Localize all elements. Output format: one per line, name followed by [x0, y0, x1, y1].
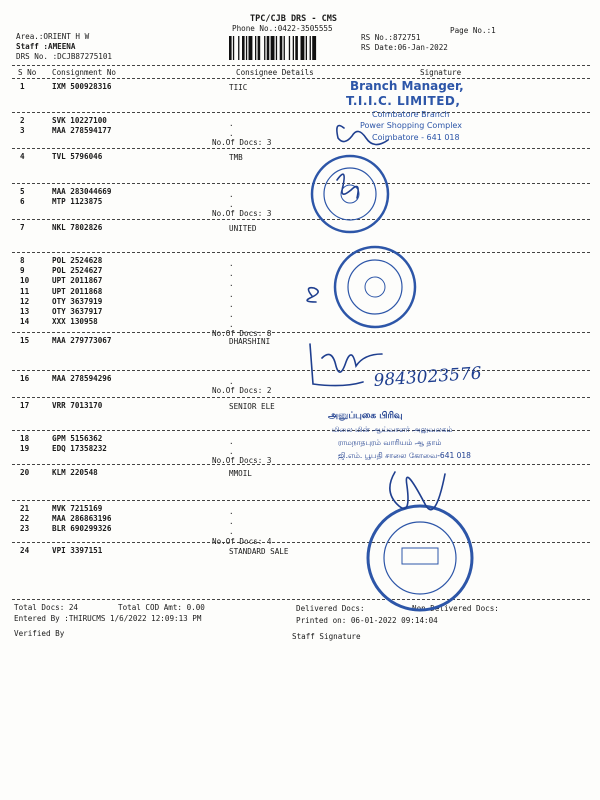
drs-number: DRS No. :DCJB87275101: [16, 52, 113, 61]
row-consignment-no: MAA 283044669: [52, 187, 112, 196]
row-consignment-no: XXX 130958: [52, 317, 98, 327]
printed-on: Printed on: 06-01-2022 09:14:04: [296, 616, 438, 625]
consignee-name: TMB: [229, 153, 243, 162]
consignee-placeholder-dot: .: [229, 437, 234, 446]
phone-number: Phone No.:0422-3505555: [232, 24, 333, 33]
row-sno: 15: [20, 336, 30, 345]
row-consignment-no: IXM 500928316: [52, 82, 112, 91]
consignee-name: SENIOR ELE: [229, 402, 275, 411]
staff-signature-label: Staff Signature: [292, 632, 361, 641]
document-title: TPC/CJB DRS - CMS: [250, 14, 337, 24]
row-sno: 4: [20, 152, 25, 161]
consignee-placeholder-dot: .: [229, 517, 234, 527]
consignee-placeholder-dot: .: [229, 259, 234, 268]
verified-by: Verified By: [14, 629, 65, 638]
signature-icon: [307, 126, 445, 510]
staff-field: Staff :AMEENA: [16, 42, 76, 51]
total-cod-amount: Total COD Amt: 0.00: [118, 603, 205, 612]
row-sno: 16: [20, 374, 30, 383]
col-header-sno: S No: [18, 68, 37, 77]
docs-count: No.Of Docs: 3: [212, 209, 272, 219]
page-number: Page No.:1: [450, 26, 496, 35]
row-consignment-no: UPT 2011867: [52, 276, 103, 286]
rs-number: RS No.:872751: [361, 33, 421, 42]
docs-count: No.Of Docs: 2: [212, 386, 272, 396]
consignee-placeholder-dot: .: [229, 507, 234, 516]
non-delivered-docs: Non Delivered Docs:: [412, 604, 499, 613]
docs-count: No.Of Docs: 3: [212, 138, 272, 148]
delivered-docs: Delivered Docs:: [296, 604, 365, 613]
row-consignment-no: KLM 220548: [52, 468, 98, 477]
row-consignment-no: VRR 7013170: [52, 401, 103, 410]
row-consignment-no: MAA 278594296: [52, 374, 112, 383]
tamil-office-stamp: அனுப்புகை பிரிவு மிலை மின் ஆய்வாளர் அலுவலகம் ராமநாதபுரம் வாரியம் ஆ தாம் ஜி.எம். பூபதி சாலை கோவை-641 018: [328, 411, 471, 460]
row-consignment-no: VPI 3397151: [52, 546, 103, 555]
row-sno: 3: [20, 126, 25, 136]
row-sno: 13: [20, 307, 30, 316]
row-sno: 11: [20, 286, 30, 296]
row-sno: 10: [20, 276, 30, 286]
consignee-placeholder-dot: .: [229, 299, 234, 309]
row-consignment-no: MAA 278594177: [52, 126, 112, 136]
row-consignment-no: GPM 5156362: [52, 434, 103, 443]
row-consignment-no: TVL 5796046: [52, 152, 103, 161]
row-sno: 1: [20, 82, 25, 91]
consignee-placeholder-dot: .: [229, 310, 234, 319]
docs-count: No.Of Docs: 3: [212, 456, 272, 466]
row-consignment-no: MAA 286863196: [52, 514, 112, 524]
consignee-name: DHARSHINI: [229, 337, 271, 346]
consignee-placeholder-dot: .: [229, 190, 234, 199]
row-consignment-no: POL 2524628: [52, 256, 103, 265]
row-consignment-no: EDQ 17358232: [52, 444, 107, 454]
row-sno: 17: [20, 401, 30, 410]
row-sno: 14: [20, 317, 30, 327]
row-sno: 2: [20, 116, 25, 125]
consignee-placeholder-dot: .: [229, 527, 234, 537]
area-field: Area.:ORIENT H W: [16, 32, 90, 41]
row-sno: 19: [20, 444, 30, 454]
consignee-placeholder-dot: .: [229, 279, 234, 289]
total-docs: Total Docs: 24: [14, 603, 79, 612]
entered-by: Entered By :THIRUCMS 1/6/2022 12:09:13 PM: [14, 614, 202, 623]
consignee-placeholder-dot: .: [229, 447, 234, 457]
row-sno: 7: [20, 223, 25, 232]
office-seal-icon: [335, 247, 415, 327]
row-consignment-no: OTY 3637919: [52, 296, 103, 306]
consignee-placeholder-dot: .: [229, 200, 234, 210]
branch-manager-stamp: Branch Manager, T.I.I.C. LIMITED, Coimbatore Branch Power Shopping Complex Coimbatore - 641 018: [346, 79, 464, 142]
row-consignment-no: MTP 1123875: [52, 197, 103, 207]
row-sno: 9: [20, 266, 25, 276]
row-consignment-no: MAA 279773067: [52, 336, 112, 345]
row-sno: 22: [20, 514, 30, 524]
row-sno: 24: [20, 546, 30, 555]
row-consignment-no: POL 2524627: [52, 266, 103, 276]
consignee-name: TIIC: [229, 83, 248, 92]
corporation-seal-icon: [368, 506, 472, 610]
consignee-placeholder-dot: .: [229, 269, 234, 279]
consignee-placeholder-dot: .: [229, 320, 234, 330]
bank-seal-icon: [312, 156, 388, 232]
consignee-placeholder-dot: .: [229, 119, 234, 128]
row-sno: 6: [20, 197, 25, 207]
docs-count: No.Of Docs: 8: [212, 329, 272, 339]
consignee-name: UNITED: [229, 224, 257, 233]
col-header-signature: Signature: [420, 68, 462, 77]
rs-date: RS Date:06-Jan-2022: [361, 43, 448, 52]
row-sno: 12: [20, 296, 30, 306]
consignee-placeholder-dot: .: [229, 129, 234, 139]
docs-count: No.Of Docs: 4: [212, 536, 272, 546]
consignee-placeholder-dot: .: [229, 377, 234, 386]
row-sno: 20: [20, 468, 30, 477]
row-consignment-no: OTY 3637917: [52, 307, 103, 316]
row-sno: 18: [20, 434, 30, 443]
row-sno: 5: [20, 187, 25, 196]
consignee-name: MMOIL: [229, 469, 252, 478]
col-header-consignment: Consignment No: [52, 68, 117, 77]
consignee-placeholder-dot: .: [229, 289, 234, 299]
row-consignment-no: NKL 7802826: [52, 223, 103, 232]
consignee-name: STANDARD SALE: [229, 547, 289, 556]
row-consignment-no: UPT 2011868: [52, 286, 103, 296]
handwritten-phone-number: 9843023576: [372, 363, 483, 391]
col-header-consignee: Consignee Details: [236, 68, 314, 77]
row-sno: 8: [20, 256, 25, 265]
row-consignment-no: BLR 690299326: [52, 524, 112, 534]
row-sno: 21: [20, 504, 30, 513]
row-consignment-no: MVK 7215169: [52, 504, 103, 513]
row-sno: 23: [20, 524, 30, 534]
row-consignment-no: SVK 10227100: [52, 116, 107, 125]
